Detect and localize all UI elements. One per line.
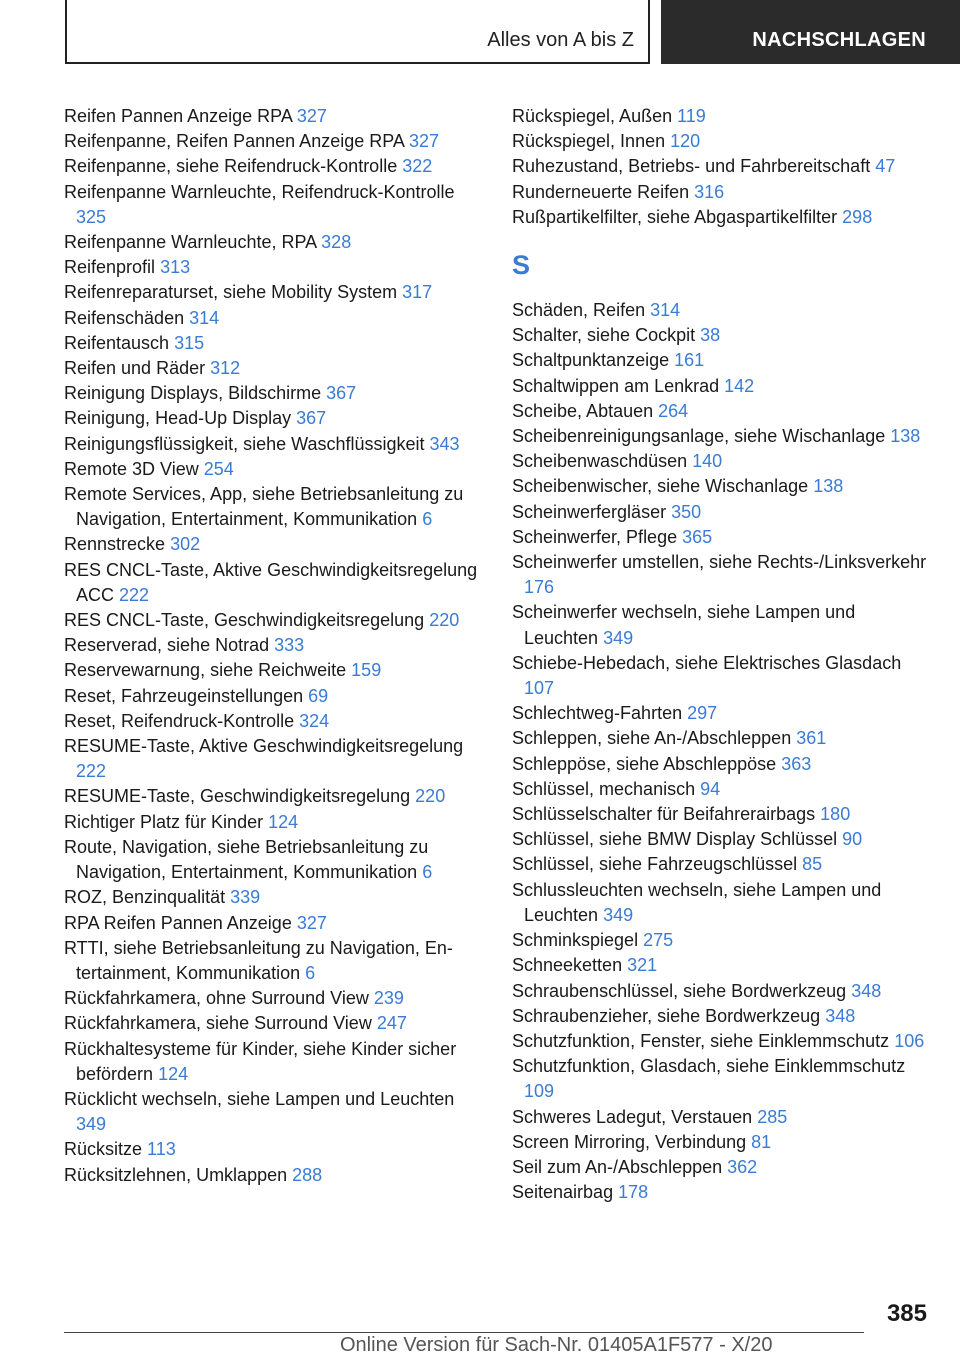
entry-text: Reinigung, Head-Up Display: [64, 408, 292, 429]
entry-page-link[interactable]: 367: [326, 383, 357, 404]
entry-page-link[interactable]: 327: [296, 912, 327, 933]
entry-text: Reset, Fahrzeugeinstellungen: [64, 685, 304, 706]
entry-text: Schleppen, siehe An-/Abschleppen: [512, 728, 792, 749]
entry-text: Schleppöse, siehe Abschleppöse: [512, 753, 777, 774]
index-entry: [512, 852, 932, 877]
entry-text: Reservewarnung, siehe Reichweite: [64, 660, 347, 681]
entry-page-link[interactable]: 94: [700, 778, 721, 799]
index-entry: [64, 331, 484, 356]
index-entry: [512, 424, 932, 449]
index-entry: [512, 348, 932, 373]
index-entry: [512, 323, 932, 348]
index-entry: [512, 878, 932, 928]
entry-page-link[interactable]: 285: [757, 1106, 788, 1127]
index-entry: [512, 1004, 932, 1029]
index-entry: [64, 356, 484, 381]
entry-page-link[interactable]: 315: [174, 332, 205, 353]
entry-page-link[interactable]: 348: [825, 1005, 856, 1026]
index-entry: [512, 1180, 932, 1205]
entry-text: Ruhezustand, Betriebs- und Fahrbereitschaft: [512, 156, 871, 177]
entry-text: Schlüsselschalter für Beifahrerairbags: [512, 804, 816, 825]
entry-text: Seil zum An-/Abschleppen: [512, 1156, 723, 1177]
index-entry: [64, 129, 484, 154]
entry-text: Route, Navigation, siehe Betriebsanleitung zu Navigation, Entertainment, Kommunikation: [64, 836, 429, 883]
index-entry: [64, 936, 484, 986]
entry-page-link[interactable]: 138: [813, 476, 844, 497]
index-column-right: [512, 104, 932, 1205]
index-entry: [512, 752, 932, 777]
entry-text: Schaltwippen am Lenkrad: [512, 375, 720, 396]
entry-page-link[interactable]: 38: [700, 325, 721, 346]
index-entry: [512, 1054, 932, 1104]
entry-page-link[interactable]: 161: [674, 350, 705, 371]
entry-text: Reinigung Displays, Bildschirme: [64, 383, 322, 404]
entry-text: Schutzfunktion, Glasdach, siehe Einklemmschutz: [512, 1056, 906, 1077]
entry-text: RES CNCL-Taste, Geschwindigkeitsregelung: [64, 610, 425, 631]
entry-page-link[interactable]: 348: [851, 980, 882, 1001]
entry-page-link[interactable]: 6: [422, 862, 433, 883]
index-entry: [64, 230, 484, 255]
entry-page-link[interactable]: 327: [296, 106, 327, 126]
entry-text: Reifentausch: [64, 332, 170, 353]
index-entry: [512, 928, 932, 953]
index-entry: [512, 449, 932, 474]
index-entry: [512, 180, 932, 205]
entry-text: Remote 3D View: [64, 458, 199, 479]
entry-page-link[interactable]: 264: [658, 400, 689, 421]
entry-text: Remote Services, App, siehe Betriebsanleitung zu Navigation, Entertainment, Kommunikation: [64, 484, 464, 530]
entry-text: Schäden, Reifen: [512, 300, 646, 321]
index-entry: [64, 1037, 484, 1087]
entry-text: Schminkspiegel: [512, 930, 639, 951]
entry-text: Schaltpunktanzeige: [512, 350, 670, 371]
entry-text: Schiebe-Hebedach, siehe Elektrisches Glasdach: [512, 652, 902, 673]
index-entry: [512, 600, 932, 650]
entry-text: Richtiger Platz für Kinder: [64, 811, 264, 832]
entry-page-link[interactable]: 349: [603, 627, 634, 648]
entry-text: Reifenschäden: [64, 307, 185, 328]
entry-page-link[interactable]: 120: [670, 131, 701, 152]
entry-page-link[interactable]: 220: [429, 610, 460, 631]
index-entry: [64, 104, 484, 129]
entry-page-link[interactable]: 302: [170, 534, 201, 555]
entry-page-link[interactable]: 138: [890, 426, 921, 447]
index-entry: [64, 608, 484, 633]
entry-text: Scheinwerfer umstellen, siehe Rechts-/Linksverkehr: [512, 552, 927, 573]
index-entry: [64, 180, 484, 230]
index-entry: [64, 684, 484, 709]
index-entry: [64, 709, 484, 734]
entry-page-link[interactable]: 47: [875, 156, 896, 177]
index-entry: [64, 154, 484, 179]
entry-page-link[interactable]: 106: [894, 1030, 925, 1051]
footer-divider: [64, 1332, 864, 1333]
entry-text: RESUME-Taste, Geschwindigkeitsregelung: [64, 786, 411, 807]
entry-text: Seitenairbag: [512, 1182, 614, 1203]
index-entry: [64, 482, 484, 532]
index-entry: [64, 734, 484, 784]
index-entry: [64, 558, 484, 608]
entry-text: RESUME-Taste, Aktive Geschwindigkeitsregelung: [64, 736, 464, 757]
index-entry: [64, 432, 484, 457]
entry-page-link[interactable]: 333: [274, 635, 305, 656]
index-entry: [512, 104, 932, 129]
entry-text: Reifenpanne, siehe Reifendruck-Kontrolle: [64, 156, 398, 177]
entry-text: Schlüssel, siehe BMW Display Schlüssel: [512, 829, 838, 850]
entry-page-link[interactable]: 321: [627, 955, 658, 976]
index-entry: [64, 885, 484, 910]
entry-page-link[interactable]: 109: [524, 1081, 555, 1102]
entry-text: RES CNCL-Taste, Aktive Geschwindigkeitsregelung ACC: [64, 559, 478, 605]
index-entry: [64, 633, 484, 658]
index-entry: [64, 810, 484, 835]
entry-text: Schraubenschlüssel, siehe Bordwerkzeug: [512, 980, 847, 1001]
index-entry: [512, 701, 932, 726]
entry-text: Scheibe, Abtauen: [512, 400, 654, 421]
index-entry: [64, 658, 484, 683]
entry-text: Reifenreparaturset, siehe Mobility System: [64, 282, 398, 303]
page-header: [0, 0, 960, 68]
entry-page-link[interactable]: 317: [402, 282, 433, 303]
entry-text: Scheibenwischer, siehe Wischanlage: [512, 476, 809, 497]
index-entry: [512, 550, 932, 600]
entry-page-link[interactable]: 6: [422, 509, 433, 530]
index-entry: [512, 298, 932, 323]
entry-text: Reserverad, siehe Notrad: [64, 635, 270, 656]
index-entry: [512, 474, 932, 499]
index-entry: [64, 1011, 484, 1036]
entry-page-link[interactable]: 312: [210, 358, 241, 379]
entry-page-link[interactable]: 85: [802, 854, 823, 875]
entry-text: RTTI, siehe Betriebsanleitung zu Navigation, Entertainment, Kommunikation: [64, 937, 453, 983]
entry-text: ROZ, Benzinqualität: [64, 887, 226, 908]
index-entry: [64, 911, 484, 936]
entry-text: Reifen und Räder: [64, 358, 206, 379]
index-entry: [512, 777, 932, 802]
entry-page-link[interactable]: 140: [692, 451, 723, 472]
entry-text: Reifenpanne Warnleuchte, Reifendruck-Kontrolle: [64, 181, 455, 202]
entry-text: RPA Reifen Pannen Anzeige: [64, 912, 292, 933]
header-title: Alles von A bis Z: [487, 29, 634, 51]
entry-page-link[interactable]: 314: [189, 307, 220, 328]
entry-page-link[interactable]: 343: [429, 433, 460, 454]
header-title-box: [65, 0, 650, 64]
entry-text: Reset, Reifendruck-Kontrolle: [64, 710, 295, 731]
index-entry: [512, 205, 932, 230]
index-entry: [64, 406, 484, 431]
index-entry: [64, 532, 484, 557]
index-entry: [512, 802, 932, 827]
entry-text: Schraubenzieher, siehe Bordwerkzeug: [512, 1005, 821, 1026]
entry-text: Rücklicht wechseln, siehe Lampen und Leuchten: [64, 1088, 455, 1109]
entry-text: Reifen Pannen Anzeige RPA: [64, 106, 292, 126]
entry-page-link[interactable]: 222: [119, 584, 150, 605]
entry-text: Rußpartikelfilter, siehe Abgaspartikelfilter: [512, 206, 838, 227]
index-entry: [512, 979, 932, 1004]
entry-page-link[interactable]: 124: [158, 1063, 189, 1084]
entry-page-link[interactable]: 119: [677, 106, 706, 126]
entry-page-link[interactable]: 363: [781, 753, 812, 774]
entry-text: Scheibenwaschdüsen: [512, 451, 688, 472]
entry-page-link[interactable]: 247: [376, 1013, 407, 1034]
entry-text: Rückfahrkamera, ohne Surround View: [64, 988, 369, 1009]
index-entry: [512, 500, 932, 525]
entry-page-link[interactable]: 313: [160, 257, 191, 278]
entry-text: Schweres Ladegut, Verstauen: [512, 1106, 753, 1127]
index-entry: [512, 651, 932, 701]
index-entry: [64, 1137, 484, 1162]
entry-page-link[interactable]: 328: [321, 232, 352, 253]
index-entry: [64, 986, 484, 1011]
entry-text: Scheinwerfer, Pflege: [512, 526, 678, 547]
index-entry: [512, 1105, 932, 1130]
entry-page-link[interactable]: 178: [618, 1182, 649, 1203]
entry-page-link[interactable]: 316: [694, 181, 725, 202]
entry-text: Scheinwerfergläser: [512, 501, 667, 522]
entry-page-link[interactable]: 349: [76, 1114, 107, 1135]
entry-page-link[interactable]: 362: [727, 1156, 758, 1177]
entry-text: Reifenpanne Warnleuchte, RPA: [64, 232, 317, 253]
section-letter: S: [512, 250, 531, 281]
entry-page-link[interactable]: 159: [351, 660, 382, 681]
entry-page-link[interactable]: 297: [687, 703, 718, 724]
index-entry: [64, 280, 484, 305]
index-entry: [512, 726, 932, 751]
entry-text: Rennstrecke: [64, 534, 166, 555]
index-entry: [64, 835, 484, 885]
entry-page-link[interactable]: 81: [751, 1131, 772, 1152]
entry-page-link[interactable]: 298: [842, 206, 873, 227]
entry-text: Rückhaltesysteme für Kinder, siehe Kinder sicher befördern: [64, 1038, 457, 1084]
header-section-tab: [661, 0, 960, 64]
index-entry: [512, 953, 932, 978]
entry-page-link[interactable]: 325: [76, 206, 107, 227]
entry-page-link[interactable]: 288: [292, 1164, 323, 1185]
index-entry: [64, 784, 484, 809]
entry-page-link[interactable]: 107: [524, 678, 555, 699]
entry-text: Rückspiegel, Innen: [512, 131, 666, 152]
index-entry: [512, 1130, 932, 1155]
entry-page-link[interactable]: 6: [305, 962, 316, 983]
entry-page-link[interactable]: 367: [296, 408, 327, 429]
index-column-left: [64, 104, 484, 1188]
entry-page-link[interactable]: 124: [268, 811, 299, 832]
entry-text: Rückfahrkamera, siehe Surround View: [64, 1013, 372, 1034]
entry-page-link[interactable]: 90: [842, 829, 863, 850]
footer-text: Online Version für Sach-Nr. 01405A1F577 - X/20: [340, 1334, 773, 1356]
entry-text: Schlechtweg-Fahrten: [512, 703, 683, 724]
index-entry: [64, 1087, 484, 1137]
entry-text: Schutzfunktion, Fenster, siehe Einklemmschutz: [512, 1030, 890, 1051]
entry-page-link[interactable]: 361: [796, 728, 827, 749]
entry-page-link[interactable]: 239: [373, 988, 404, 1009]
entry-page-link[interactable]: 222: [76, 761, 107, 782]
entry-text: Schlüssel, siehe Fahrzeugschlüssel: [512, 854, 798, 875]
entry-text: Schneeketten: [512, 955, 623, 976]
page-number: 385: [886, 1300, 927, 1327]
entry-page-link[interactable]: 176: [524, 577, 555, 598]
entry-text: Reifenpanne, Reifen Pannen Anzeige RPA: [64, 131, 404, 152]
entry-page-link[interactable]: 113: [147, 1139, 176, 1160]
entry-text: Runderneuerte Reifen: [512, 181, 690, 202]
header-section-label: NACHSCHLAGEN: [752, 29, 926, 51]
entry-page-link[interactable]: 365: [682, 526, 713, 547]
entry-text: Scheinwerfer wechseln, siehe Lampen und Leuchten: [512, 602, 856, 648]
entry-page-link[interactable]: 220: [415, 786, 446, 807]
entry-page-link[interactable]: 142: [724, 375, 755, 396]
index-entry: [512, 129, 932, 154]
index-entry: [64, 255, 484, 280]
entry-page-link[interactable]: 254: [203, 458, 234, 479]
entry-text: Rückspiegel, Außen: [512, 106, 673, 126]
entry-page-link[interactable]: 349: [603, 904, 634, 925]
entry-text: Schalter, siehe Cockpit: [512, 325, 696, 346]
index-entry: [64, 306, 484, 331]
index-entry: [512, 1155, 932, 1180]
index-entry: [512, 827, 932, 852]
entry-page-link[interactable]: 324: [299, 710, 330, 731]
entry-page-link[interactable]: 339: [230, 887, 261, 908]
entry-page-link[interactable]: 275: [643, 930, 674, 951]
entry-text: Screen Mirroring, Verbindung: [512, 1131, 747, 1152]
index-entry: [512, 1029, 932, 1054]
entry-page-link[interactable]: 327: [408, 131, 439, 152]
entry-text: Reinigungsflüssigkeit, siehe Waschflüssigkeit: [64, 433, 425, 454]
index-entry: [64, 457, 484, 482]
index-entry: [512, 154, 932, 179]
entry-text: Reifenprofil: [64, 257, 156, 278]
entry-page-link[interactable]: 180: [820, 804, 851, 825]
index-entry: [64, 381, 484, 406]
entry-text: Schlussleuchten wechseln, siehe Lampen und Leuchten: [512, 879, 882, 925]
entry-page-link[interactable]: 350: [671, 501, 702, 522]
entry-text: Rücksitzlehnen, Umklappen: [64, 1164, 288, 1185]
index-entry: [512, 399, 932, 424]
entry-page-link[interactable]: 322: [402, 156, 433, 177]
index-entry: [64, 1163, 484, 1188]
index-group-s: [512, 298, 932, 1205]
entry-page-link[interactable]: 69: [308, 685, 329, 706]
index-entry: [512, 374, 932, 399]
entry-text: Rücksitze: [64, 1139, 143, 1160]
entry-page-link[interactable]: 314: [650, 300, 681, 321]
entry-text: Schlüssel, mechanisch: [512, 778, 696, 799]
index-group-r: [512, 104, 932, 230]
entry-text: Scheibenreinigungsanlage, siehe Wischanlage: [512, 426, 886, 447]
index-entry: [512, 525, 932, 550]
